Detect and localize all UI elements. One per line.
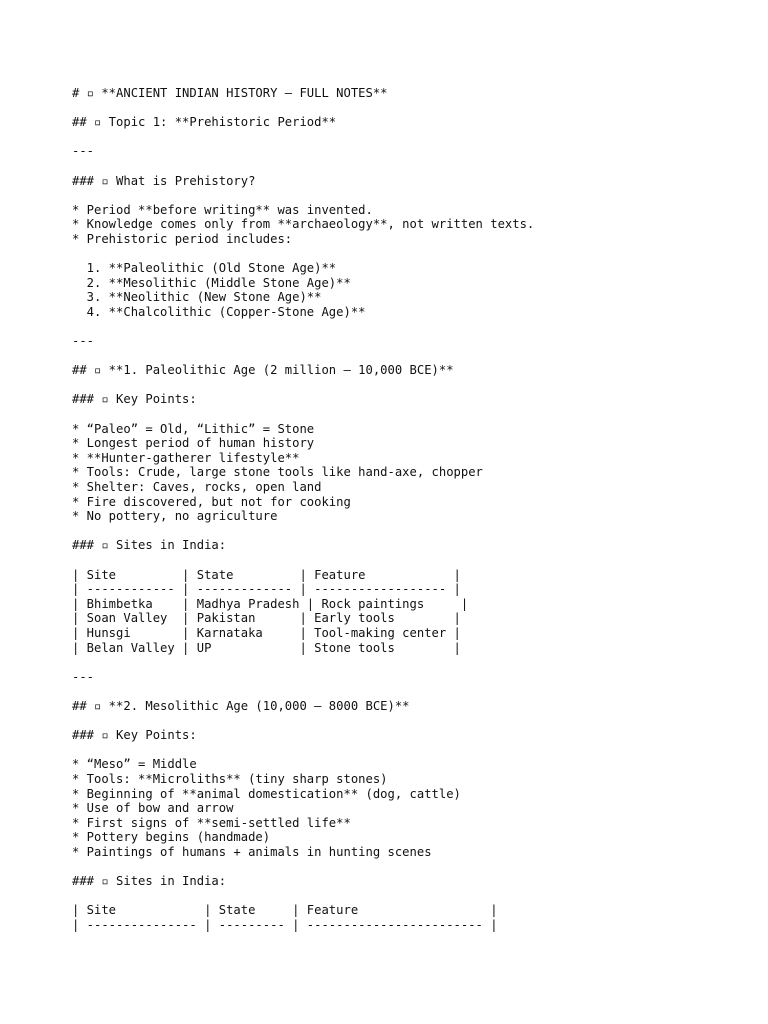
blank-line: [72, 130, 752, 145]
section-heading: ## ▫ **1. Paleolithic Age (2 million – 10,000 BCE)**: [72, 363, 454, 378]
blank-line: [72, 859, 752, 874]
bullet-item: * “Meso” = Middle: [72, 757, 197, 772]
section-heading: ### ▫ What is Prehistory?: [72, 173, 256, 188]
numbered-item: 1. **Paleolithic (Old Stone Age)**: [72, 261, 337, 276]
table-row: | Hunsgi | Karnataka | Tool-making center |: [72, 625, 461, 640]
bullet-item: * Tools: Crude, large stone tools like hand-axe, chopper: [72, 465, 483, 480]
numbered-item: 4. **Chalcolithic (Copper-Stone Age)**: [72, 304, 366, 319]
blank-line: [72, 320, 752, 335]
blank-line: [72, 159, 752, 174]
table-row: | Belan Valley | UP | Stone tools |: [72, 640, 461, 655]
blank-line: [72, 101, 752, 116]
bullet-item: * No pottery, no agriculture: [72, 509, 278, 524]
blank-line: [72, 378, 752, 393]
bullet-item: * Prehistoric period includes:: [72, 231, 293, 246]
blank-line: [72, 553, 752, 568]
blank-line: [72, 889, 752, 904]
bullet-item: * Pottery begins (handmade): [72, 830, 271, 845]
topic-heading: ## ▫ Topic 1: **Prehistoric Period**: [72, 115, 337, 130]
blank-line: [72, 743, 752, 758]
table-row: | Soan Valley | Pakistan | Early tools |: [72, 611, 461, 626]
subsection-heading: ### ▫ Key Points:: [72, 728, 197, 743]
horizontal-rule: ---: [72, 669, 95, 684]
bullet-item: * Shelter: Caves, rocks, open land: [72, 480, 322, 495]
subsection-heading: ### ▫ Key Points:: [72, 392, 197, 407]
blank-line: [72, 684, 752, 699]
blank-line: [72, 247, 752, 262]
table-separator-row: | ------------ | ------------- | ------------------ |: [72, 582, 461, 597]
doc-title: # ▫ **ANCIENT INDIAN HISTORY – FULL NOTES**: [72, 86, 388, 100]
bullet-item: * Beginning of **animal domestication** (dog, cattle): [72, 786, 461, 801]
bullet-item: * Use of bow and arrow: [72, 801, 234, 816]
bullet-item: * Paintings of humans + animals in hunting scenes: [72, 844, 432, 859]
bullet-item: * Longest period of human history: [72, 436, 315, 451]
blank-line: [72, 349, 752, 364]
horizontal-rule: ---: [72, 334, 95, 349]
subsection-heading: ### ▫ Sites in India:: [72, 538, 227, 553]
blank-line: [72, 524, 752, 539]
bullet-item: * Knowledge comes only from **archaeology**, not written texts.: [72, 217, 535, 232]
subsection-heading: ### ▫ Sites in India:: [72, 874, 227, 889]
bullet-item: * **Hunter-gatherer lifestyle**: [72, 450, 300, 465]
blank-line: [72, 188, 752, 203]
bullet-item: * First signs of **semi-settled life**: [72, 815, 351, 830]
document-page: [72, 86, 752, 932]
bullet-item: * Tools: **Microliths** (tiny sharp stones): [72, 771, 388, 786]
bullet-item: * “Paleo” = Old, “Lithic” = Stone: [72, 421, 315, 436]
blank-line: [72, 655, 752, 670]
bullet-item: * Fire discovered, but not for cooking: [72, 494, 351, 509]
table-header-row: | Site | State | Feature |: [72, 567, 461, 582]
table-header-row: | Site | State | Feature |: [72, 903, 498, 918]
table-separator-row: | --------------- | --------- | ------------------------ |: [72, 917, 498, 932]
numbered-item: 2. **Mesolithic (Middle Stone Age)**: [72, 275, 351, 290]
section-heading: ## ▫ **2. Mesolithic Age (10,000 – 8000 BCE)**: [72, 698, 410, 713]
table-row: | Bhimbetka | Madhya Pradesh | Rock paintings |: [72, 596, 469, 611]
blank-line: [72, 714, 752, 729]
numbered-item: 3. **Neolithic (New Stone Age)**: [72, 290, 322, 305]
blank-line: [72, 407, 752, 422]
bullet-item: * Period **before writing** was invented.: [72, 202, 373, 217]
horizontal-rule: ---: [72, 144, 95, 159]
